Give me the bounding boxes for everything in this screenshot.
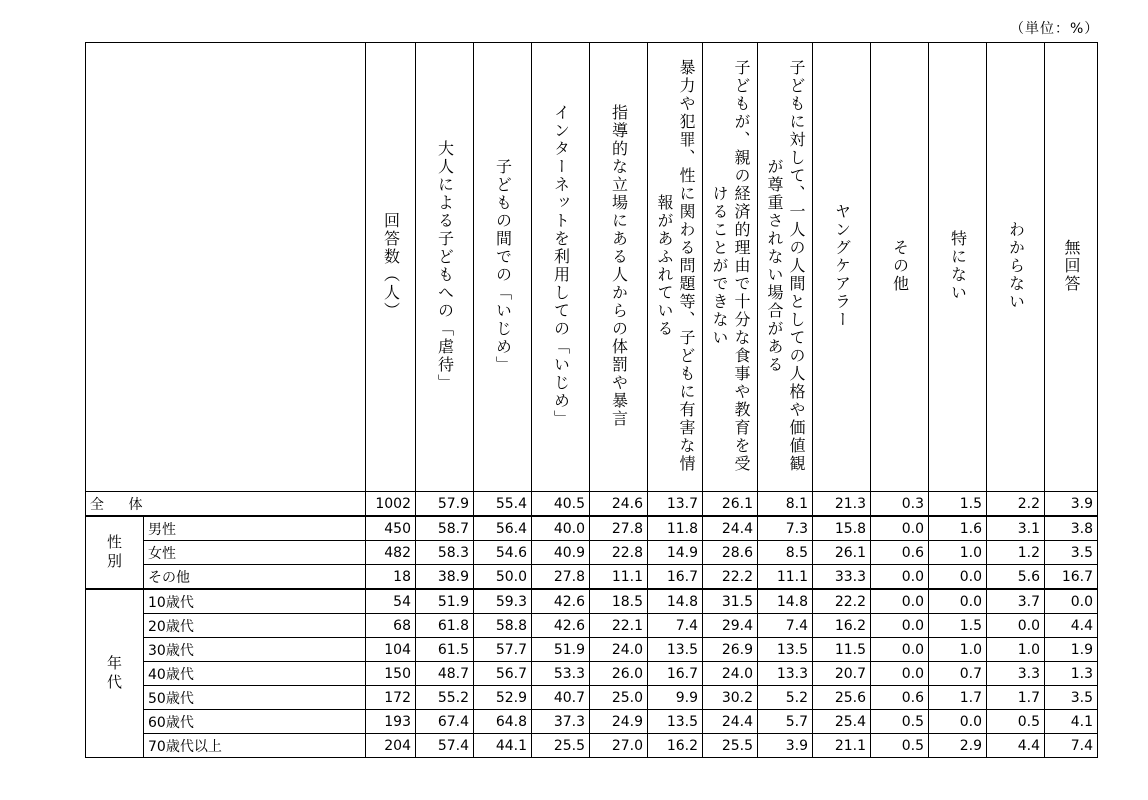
survey-table	[85, 42, 1098, 758]
value-cell: 0.6	[871, 686, 929, 710]
value-cell: 482	[366, 541, 416, 565]
row-label: 40歳代	[144, 662, 366, 686]
value-cell: 3.9	[758, 734, 813, 758]
value-cell: 11.8	[648, 516, 703, 541]
header-row	[86, 43, 1098, 492]
value-cell: 0.3	[871, 492, 929, 517]
table-row	[86, 686, 1098, 710]
value-cell: 0.0	[929, 589, 987, 614]
unit-label: （単位：%）	[1010, 21, 1100, 37]
value-cell: 1.0	[929, 541, 987, 565]
value-cell: 7.4	[758, 614, 813, 638]
value-cell: 61.5	[416, 638, 474, 662]
table-row	[86, 565, 1098, 590]
value-cell: 14.8	[648, 589, 703, 614]
value-cell: 57.7	[474, 638, 532, 662]
value-cell: 48.7	[416, 662, 474, 686]
value-cell: 27.0	[590, 734, 648, 758]
value-cell: 16.7	[1045, 565, 1098, 590]
value-cell: 0.0	[929, 710, 987, 734]
value-cell: 14.9	[648, 541, 703, 565]
value-cell: 3.1	[987, 516, 1045, 541]
value-cell: 28.6	[703, 541, 758, 565]
value-cell: 11.1	[758, 565, 813, 590]
col-header: インターネットを利用しての「いじめ」	[532, 43, 590, 492]
value-cell: 40.9	[532, 541, 590, 565]
col-header: 指導的な立場にある人からの体罰や暴言	[590, 43, 648, 492]
value-cell: 42.6	[532, 589, 590, 614]
value-cell: 2.9	[929, 734, 987, 758]
value-cell: 57.9	[416, 492, 474, 517]
value-cell: 4.1	[1045, 710, 1098, 734]
col-header: 暴力や犯罪、性に関わる問題等、子どもに有害な情報があふれている	[648, 43, 703, 492]
value-cell: 0.0	[929, 565, 987, 590]
value-cell: 21.3	[813, 492, 871, 517]
value-cell: 450	[366, 516, 416, 541]
value-cell: 55.4	[474, 492, 532, 517]
group-label	[86, 589, 144, 758]
table-row	[86, 734, 1098, 758]
col-header: わからない	[987, 43, 1045, 492]
value-cell: 15.8	[813, 516, 871, 541]
value-cell: 16.2	[813, 614, 871, 638]
value-cell: 104	[366, 638, 416, 662]
value-cell: 1.3	[1045, 662, 1098, 686]
row-label: 20歳代	[144, 614, 366, 638]
value-cell: 0.0	[1045, 589, 1098, 614]
group-label-text: 性別	[105, 533, 123, 572]
value-cell: 25.6	[813, 686, 871, 710]
value-cell: 5.6	[987, 565, 1045, 590]
row-label: 女性	[144, 541, 366, 565]
value-cell: 25.0	[590, 686, 648, 710]
value-cell: 53.3	[532, 662, 590, 686]
value-cell: 44.1	[474, 734, 532, 758]
value-cell: 3.7	[987, 589, 1045, 614]
table-row	[86, 638, 1098, 662]
value-cell: 13.7	[648, 492, 703, 517]
value-cell: 13.5	[758, 638, 813, 662]
value-cell: 56.4	[474, 516, 532, 541]
value-cell: 31.5	[703, 589, 758, 614]
value-cell: 0.7	[929, 662, 987, 686]
col-header: 特にない	[929, 43, 987, 492]
value-cell: 11.5	[813, 638, 871, 662]
value-cell: 11.1	[590, 565, 648, 590]
value-cell: 51.9	[416, 589, 474, 614]
row-label: 50歳代	[144, 686, 366, 710]
value-cell: 0.5	[871, 734, 929, 758]
value-cell: 26.1	[703, 492, 758, 517]
col-header: 大人による子どもへの「虐待」	[416, 43, 474, 492]
value-cell: 14.8	[758, 589, 813, 614]
value-cell: 0.0	[871, 614, 929, 638]
value-cell: 193	[366, 710, 416, 734]
value-cell: 13.5	[648, 638, 703, 662]
value-cell: 26.1	[813, 541, 871, 565]
value-cell: 3.5	[1045, 541, 1098, 565]
value-cell: 61.8	[416, 614, 474, 638]
value-cell: 54.6	[474, 541, 532, 565]
table-row	[86, 541, 1098, 565]
value-cell: 67.4	[416, 710, 474, 734]
value-cell: 42.6	[532, 614, 590, 638]
value-cell: 0.5	[871, 710, 929, 734]
value-cell: 24.4	[703, 710, 758, 734]
table-row	[86, 589, 1098, 614]
value-cell: 3.5	[1045, 686, 1098, 710]
col-header: 無回答	[1045, 43, 1098, 492]
value-cell: 4.4	[987, 734, 1045, 758]
value-cell: 3.8	[1045, 516, 1098, 541]
table-row	[86, 614, 1098, 638]
value-cell: 59.3	[474, 589, 532, 614]
value-cell: 16.7	[648, 662, 703, 686]
table-row	[86, 662, 1098, 686]
value-cell: 40.0	[532, 516, 590, 541]
value-cell: 33.3	[813, 565, 871, 590]
value-cell: 3.3	[987, 662, 1045, 686]
value-cell: 25.5	[703, 734, 758, 758]
value-cell: 3.9	[1045, 492, 1098, 517]
value-cell: 5.2	[758, 686, 813, 710]
value-cell: 0.6	[871, 541, 929, 565]
value-cell: 2.2	[987, 492, 1045, 517]
col-header: 子どもに対して、一人の人間としての人格や価値観が尊重されない場合がある	[758, 43, 813, 492]
value-cell: 68	[366, 614, 416, 638]
row-label: 70歳代以上	[144, 734, 366, 758]
value-cell: 21.1	[813, 734, 871, 758]
value-cell: 1.5	[929, 492, 987, 517]
value-cell: 0.0	[987, 614, 1045, 638]
value-cell: 1.7	[929, 686, 987, 710]
value-cell: 26.9	[703, 638, 758, 662]
value-cell: 24.4	[703, 516, 758, 541]
value-cell: 58.8	[474, 614, 532, 638]
value-cell: 24.0	[590, 638, 648, 662]
value-cell: 56.7	[474, 662, 532, 686]
value-cell: 18	[366, 565, 416, 590]
row-label: 男性	[144, 516, 366, 541]
value-cell: 51.9	[532, 638, 590, 662]
value-cell: 26.0	[590, 662, 648, 686]
table-row	[86, 516, 1098, 541]
value-cell: 22.2	[813, 589, 871, 614]
value-cell: 29.4	[703, 614, 758, 638]
value-cell: 1.2	[987, 541, 1045, 565]
value-cell: 64.8	[474, 710, 532, 734]
value-cell: 204	[366, 734, 416, 758]
row-label: 30歳代	[144, 638, 366, 662]
value-cell: 22.8	[590, 541, 648, 565]
value-cell: 30.2	[703, 686, 758, 710]
value-cell: 4.4	[1045, 614, 1098, 638]
value-cell: 50.0	[474, 565, 532, 590]
value-cell: 0.0	[871, 638, 929, 662]
value-cell: 9.9	[648, 686, 703, 710]
value-cell: 0.0	[871, 565, 929, 590]
value-cell: 7.4	[1045, 734, 1098, 758]
value-cell: 150	[366, 662, 416, 686]
value-cell: 58.7	[416, 516, 474, 541]
group-label-text: 年代	[105, 654, 123, 693]
col-header: 子どもの間での「いじめ」	[474, 43, 532, 492]
value-cell: 57.4	[416, 734, 474, 758]
value-cell: 24.0	[703, 662, 758, 686]
value-cell: 1.9	[1045, 638, 1098, 662]
value-cell: 13.3	[758, 662, 813, 686]
row-label: その他	[144, 565, 366, 590]
corner-cell	[86, 43, 366, 492]
value-cell: 55.2	[416, 686, 474, 710]
value-cell: 172	[366, 686, 416, 710]
table-row	[86, 492, 1098, 517]
row-label: 60歳代	[144, 710, 366, 734]
value-cell: 20.7	[813, 662, 871, 686]
value-cell: 16.7	[648, 565, 703, 590]
value-cell: 40.5	[532, 492, 590, 517]
value-cell: 24.6	[590, 492, 648, 517]
value-cell: 0.5	[987, 710, 1045, 734]
value-cell: 54	[366, 589, 416, 614]
col-header: その他	[871, 43, 929, 492]
value-cell: 40.7	[532, 686, 590, 710]
table-body	[86, 492, 1098, 758]
value-cell: 0.0	[871, 589, 929, 614]
value-cell: 1.5	[929, 614, 987, 638]
value-cell: 0.0	[871, 662, 929, 686]
value-cell: 27.8	[590, 516, 648, 541]
value-cell: 25.5	[532, 734, 590, 758]
col-header: 子どもが、親の経済的理由で十分な食事や教育を受けることができない	[703, 43, 758, 492]
value-cell: 38.9	[416, 565, 474, 590]
row-label: 10歳代	[144, 589, 366, 614]
value-cell: 37.3	[532, 710, 590, 734]
value-cell: 58.3	[416, 541, 474, 565]
value-cell: 22.1	[590, 614, 648, 638]
value-cell: 22.2	[703, 565, 758, 590]
value-cell: 8.1	[758, 492, 813, 517]
value-cell: 13.5	[648, 710, 703, 734]
value-cell: 0.0	[871, 516, 929, 541]
value-cell: 24.9	[590, 710, 648, 734]
table-row	[86, 710, 1098, 734]
value-cell: 1.0	[929, 638, 987, 662]
row-label: 全 体	[86, 492, 366, 517]
value-cell: 7.4	[648, 614, 703, 638]
value-cell: 25.4	[813, 710, 871, 734]
value-cell: 1002	[366, 492, 416, 517]
value-cell: 18.5	[590, 589, 648, 614]
value-cell: 52.9	[474, 686, 532, 710]
value-cell: 1.7	[987, 686, 1045, 710]
value-cell: 27.8	[532, 565, 590, 590]
value-cell: 1.0	[987, 638, 1045, 662]
col-header: ヤングケアラー	[813, 43, 871, 492]
value-cell: 1.6	[929, 516, 987, 541]
value-cell: 16.2	[648, 734, 703, 758]
value-cell: 7.3	[758, 516, 813, 541]
value-cell: 8.5	[758, 541, 813, 565]
group-label	[86, 516, 144, 589]
value-cell: 5.7	[758, 710, 813, 734]
col-header: 回答数（人）	[366, 43, 416, 492]
